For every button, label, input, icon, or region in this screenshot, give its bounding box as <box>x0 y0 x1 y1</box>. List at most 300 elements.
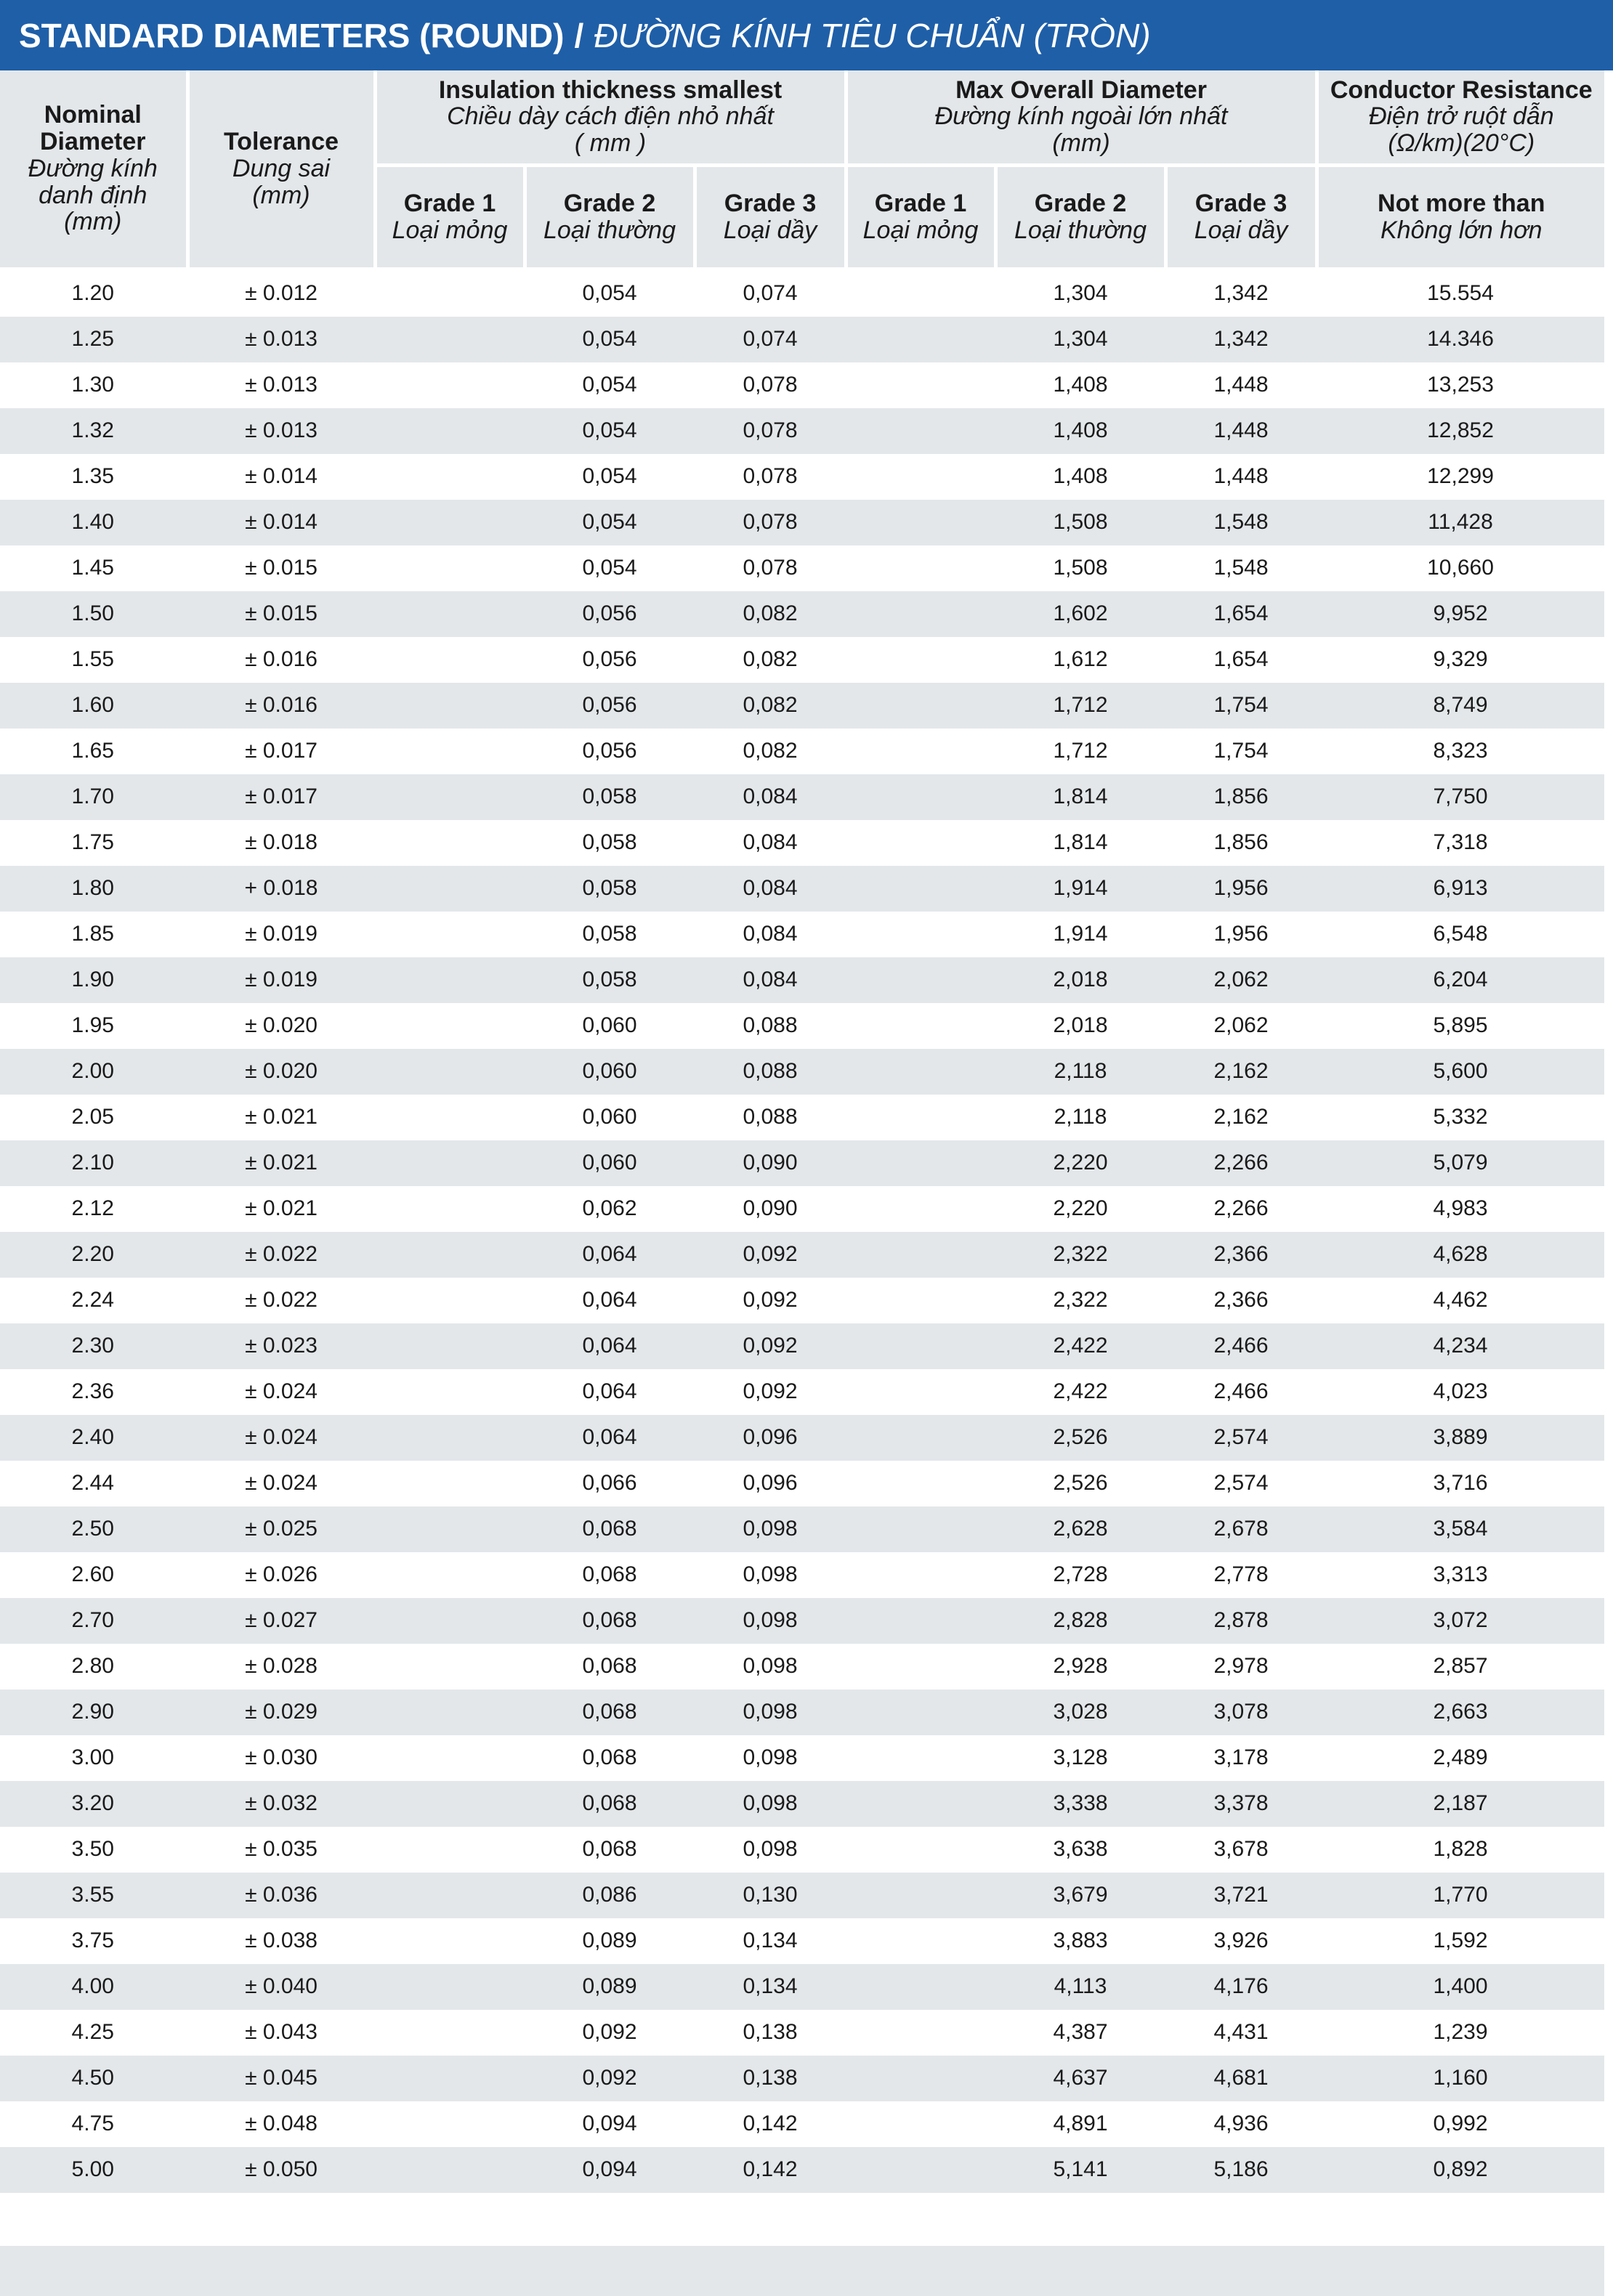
cell-overall-grade-1 <box>846 1186 995 1232</box>
cell-conductor-resistance: 7,750 <box>1317 774 1604 820</box>
cell-overall-grade-2: 2,118 <box>995 1049 1165 1095</box>
cell-overall-grade-1 <box>846 1461 995 1506</box>
blank-row <box>0 2193 1604 2236</box>
cell-nominal-diameter: 5.00 <box>0 2147 187 2193</box>
cell-nominal-diameter: 1.75 <box>71 830 114 854</box>
cell-overall-grade-3: 1,956 <box>1213 922 1269 946</box>
cell-overall-grade-3: 3,926 <box>1213 1928 1269 1952</box>
cell-insulation-grade-2: 0,068 <box>582 1837 637 1861</box>
cell-overall-grade-3: 3,078 <box>1165 1689 1317 1735</box>
header-conductor-resistance: Conductor Resistance Điện trở ruột dẫn (Ω/km)(20°C) <box>1317 70 1604 165</box>
cell-overall-grade-1 <box>846 1095 995 1140</box>
header-insulation-grade-1: Grade 1 Loại mỏng <box>375 165 525 269</box>
cell-nominal-diameter: 2.40 <box>0 1415 187 1461</box>
cell-conductor-resistance: 4,983 <box>1433 1196 1488 1220</box>
cell-overall-grade-3: 1,448 <box>1213 464 1269 488</box>
cell-insulation-grade-2: 0,054 <box>582 281 637 305</box>
cell-overall-grade-1 <box>846 912 995 957</box>
cell-nominal-diameter: 2.36 <box>71 1379 114 1403</box>
cell-tolerance: ± 0.014 <box>187 500 375 545</box>
cell-overall-grade-2: 2,322 <box>995 1232 1165 1278</box>
cell-insulation-grade-3: 0,078 <box>743 464 798 488</box>
cell-nominal-diameter: 2.24 <box>71 1288 114 1312</box>
cell-insulation-grade-1 <box>375 317 525 362</box>
cell-nominal-diameter: 2.70 <box>0 1598 187 1644</box>
cell-insulation-grade-3: 0,082 <box>743 739 798 763</box>
table-row <box>0 1644 1604 1689</box>
cell-nominal-diameter: 2.80 <box>71 1654 114 1678</box>
cell-overall-grade-3: 1,754 <box>1213 739 1269 763</box>
cell-overall-grade-2: 1,508 <box>1053 556 1108 580</box>
cell-conductor-resistance: 4,628 <box>1317 1232 1604 1278</box>
cell-overall-grade-3: 2,878 <box>1165 1598 1317 1644</box>
cell-overall-grade-3: 2,266 <box>1213 1196 1269 1220</box>
cell-overall-grade-3: 1,342 <box>1213 281 1269 305</box>
cell-conductor-resistance: 8,323 <box>1433 739 1488 763</box>
table-row <box>0 2010 1604 2056</box>
cell-insulation-grade-2: 0,060 <box>582 1105 637 1129</box>
cell-tolerance: ± 0.025 <box>187 1506 375 1552</box>
cell-insulation-grade-3: 0,078 <box>695 500 846 545</box>
cell-nominal-diameter: 4.25 <box>71 2020 114 2044</box>
cell-conductor-resistance: 9,952 <box>1317 591 1604 637</box>
cell-overall-grade-3: 5,186 <box>1165 2147 1317 2193</box>
cell-insulation-grade-1 <box>375 729 525 774</box>
table-row <box>0 683 1604 729</box>
table-row <box>0 1461 1604 1506</box>
cell-conductor-resistance: 2,187 <box>1317 1781 1604 1827</box>
cell-insulation-grade-1 <box>375 1049 525 1095</box>
cell-conductor-resistance: 6,913 <box>1317 866 1604 912</box>
cell-nominal-diameter: 1.45 <box>71 556 114 580</box>
cell-tolerance: ± 0.021 <box>245 1105 318 1129</box>
cell-overall-grade-3: 2,366 <box>1213 1288 1269 1312</box>
cell-overall-grade-1 <box>846 957 995 1003</box>
cell-overall-grade-2: 3,883 <box>1053 1928 1108 1952</box>
cell-tolerance: ± 0.028 <box>245 1654 318 1678</box>
table-row <box>0 1964 1604 2010</box>
cell-insulation-grade-2: 0,092 <box>525 2056 695 2101</box>
cell-tolerance: ± 0.019 <box>187 957 375 1003</box>
cell-insulation-grade-1 <box>375 454 525 500</box>
cell-overall-grade-3: 1,856 <box>1213 830 1269 854</box>
cell-overall-grade-2: 3,028 <box>995 1689 1165 1735</box>
cell-nominal-diameter: 1.50 <box>0 591 187 637</box>
cell-insulation-grade-1 <box>375 1095 525 1140</box>
table-row <box>0 454 1604 500</box>
header-overall-grade-3: Grade 3 Loại dầy <box>1165 165 1317 269</box>
table-row <box>0 1918 1604 1964</box>
cell-overall-grade-1 <box>846 1644 995 1689</box>
table-row <box>0 317 1604 362</box>
cell-nominal-diameter: 1.35 <box>71 464 114 488</box>
cell-insulation-grade-1 <box>375 2056 525 2101</box>
header-tolerance: Tolerance Dung sai (mm) <box>187 70 375 269</box>
cell-insulation-grade-3: 0,134 <box>743 1928 798 1952</box>
cell-insulation-grade-2: 0,086 <box>525 1873 695 1918</box>
cell-insulation-grade-1 <box>375 1415 525 1461</box>
cell-insulation-grade-1 <box>375 957 525 1003</box>
cell-tolerance: ± 0.040 <box>187 1964 375 2010</box>
cell-insulation-grade-3: 0,096 <box>695 1415 846 1461</box>
cell-insulation-grade-1 <box>375 912 525 957</box>
cell-conductor-resistance: 6,204 <box>1317 957 1604 1003</box>
cell-overall-grade-1 <box>846 774 995 820</box>
cell-overall-grade-3: 2,062 <box>1165 957 1317 1003</box>
header-not-more-than: Not more than Không lớn hơn <box>1317 165 1604 269</box>
cell-overall-grade-1 <box>846 2056 995 2101</box>
cell-insulation-grade-3: 0,098 <box>743 1562 798 1586</box>
table-row <box>0 1415 1604 1461</box>
cell-insulation-grade-1 <box>375 2101 525 2147</box>
cell-insulation-grade-3: 0,084 <box>695 866 846 912</box>
cell-insulation-grade-2: 0,064 <box>582 1288 637 1312</box>
cell-insulation-grade-2: 0,066 <box>582 1471 637 1495</box>
cell-insulation-grade-3: 0,098 <box>695 1689 846 1735</box>
cell-insulation-grade-2: 0,064 <box>582 1379 637 1403</box>
cell-insulation-grade-2: 0,068 <box>525 1598 695 1644</box>
cell-overall-grade-2: 1,408 <box>995 408 1165 454</box>
cell-conductor-resistance: 1,160 <box>1317 2056 1604 2101</box>
cell-insulation-grade-1 <box>375 1735 525 1781</box>
cell-overall-grade-3: 2,778 <box>1213 1562 1269 1586</box>
cell-tolerance: ± 0.029 <box>187 1689 375 1735</box>
cell-insulation-grade-3: 0,098 <box>743 1745 798 1769</box>
cell-tolerance: ± 0.036 <box>187 1873 375 1918</box>
cell-tolerance: ± 0.019 <box>245 922 318 946</box>
cell-insulation-grade-3: 0,090 <box>695 1140 846 1186</box>
cell-insulation-grade-2: 0,068 <box>525 1506 695 1552</box>
cell-overall-grade-3: 2,162 <box>1213 1105 1269 1129</box>
cell-insulation-grade-3: 0,084 <box>695 774 846 820</box>
cell-overall-grade-3: 4,936 <box>1213 2112 1269 2135</box>
table-row <box>0 1049 1604 1095</box>
cell-tolerance: ± 0.027 <box>187 1598 375 1644</box>
cell-insulation-grade-2: 0,058 <box>525 866 695 912</box>
cell-overall-grade-3: 3,678 <box>1213 1837 1269 1861</box>
table-row <box>0 1278 1604 1323</box>
cell-overall-grade-2: 3,638 <box>1053 1837 1108 1861</box>
cell-overall-grade-3: 4,176 <box>1165 1964 1317 2010</box>
cell-tolerance: ± 0.023 <box>187 1323 375 1369</box>
cell-overall-grade-1 <box>846 1598 995 1644</box>
cell-tolerance: ± 0.038 <box>245 1928 318 1952</box>
cell-overall-grade-2: 2,422 <box>1053 1379 1108 1403</box>
cell-overall-grade-2: 2,928 <box>1053 1654 1108 1678</box>
cell-insulation-grade-1 <box>375 820 525 866</box>
cell-overall-grade-1 <box>846 2010 995 2056</box>
cell-insulation-grade-2: 0,092 <box>582 2020 637 2044</box>
cell-overall-grade-2: 4,387 <box>1053 2020 1108 2044</box>
cell-overall-grade-1 <box>846 500 995 545</box>
cell-conductor-resistance: 3,313 <box>1433 1562 1488 1586</box>
cell-insulation-grade-3: 0,078 <box>695 408 846 454</box>
cell-overall-grade-2: 1,304 <box>1053 281 1108 305</box>
table-row <box>0 957 1604 1003</box>
cell-conductor-resistance: 3,716 <box>1433 1471 1488 1495</box>
cell-conductor-resistance: 2,663 <box>1317 1689 1604 1735</box>
cell-insulation-grade-2: 0,089 <box>582 1928 637 1952</box>
cell-overall-grade-3: 1,654 <box>1165 591 1317 637</box>
cell-conductor-resistance: 5,332 <box>1433 1105 1488 1129</box>
header-overall-grade-1: Grade 1 Loại mỏng <box>846 165 995 269</box>
cell-overall-grade-3: 1,548 <box>1213 556 1269 580</box>
cell-insulation-grade-3: 0,088 <box>695 1049 846 1095</box>
cell-nominal-diameter: 1.80 <box>0 866 187 912</box>
cell-conductor-resistance: 0,992 <box>1433 2112 1488 2135</box>
cell-overall-grade-2: 1,304 <box>995 317 1165 362</box>
cell-conductor-resistance: 12,852 <box>1317 408 1604 454</box>
cell-insulation-grade-1 <box>375 1140 525 1186</box>
table-row <box>0 545 1604 591</box>
cell-nominal-diameter: 3.75 <box>71 1928 114 1952</box>
cell-tolerance: ± 0.015 <box>187 591 375 637</box>
cell-tolerance: ± 0.026 <box>245 1562 318 1586</box>
cell-overall-grade-1 <box>846 408 995 454</box>
cell-insulation-grade-3: 0,090 <box>743 1196 798 1220</box>
cell-conductor-resistance: 5,079 <box>1317 1140 1604 1186</box>
cell-nominal-diameter: 1.40 <box>0 500 187 545</box>
cell-overall-grade-3: 2,062 <box>1213 1013 1269 1037</box>
cell-overall-grade-2: 1,712 <box>1053 739 1108 763</box>
cell-overall-grade-1 <box>846 1232 995 1278</box>
table-row <box>0 820 1604 866</box>
cell-overall-grade-2: 1,508 <box>995 500 1165 545</box>
table-row <box>0 500 1604 545</box>
title-bar <box>0 0 1613 70</box>
cell-overall-grade-2: 2,118 <box>1054 1105 1107 1129</box>
cell-overall-grade-2: 2,526 <box>995 1415 1165 1461</box>
cell-overall-grade-3: 2,466 <box>1213 1379 1269 1403</box>
cell-overall-grade-1 <box>846 1369 995 1415</box>
cell-insulation-grade-3: 0,092 <box>743 1379 798 1403</box>
cell-overall-grade-1 <box>846 1278 995 1323</box>
cell-overall-grade-2: 2,728 <box>1053 1562 1108 1586</box>
cell-insulation-grade-1 <box>375 1827 525 1873</box>
table-row <box>0 2056 1604 2101</box>
cell-tolerance: ± 0.012 <box>245 281 318 305</box>
table-row <box>0 1186 1604 1232</box>
table-row <box>0 1827 1604 1873</box>
cell-conductor-resistance: 1,770 <box>1317 1873 1604 1918</box>
cell-tolerance: ± 0.014 <box>245 464 318 488</box>
cell-conductor-resistance: 11,428 <box>1317 500 1604 545</box>
cell-insulation-grade-1 <box>375 1781 525 1827</box>
cell-nominal-diameter: 4.50 <box>0 2056 187 2101</box>
cell-nominal-diameter: 1.30 <box>71 373 114 397</box>
footer-band <box>0 2246 1604 2296</box>
cell-insulation-grade-3: 0,142 <box>695 2147 846 2193</box>
cell-overall-grade-2: 1,408 <box>1053 464 1108 488</box>
cell-insulation-grade-1 <box>375 1598 525 1644</box>
cell-tolerance: ± 0.021 <box>245 1196 318 1220</box>
cell-insulation-grade-2: 0,062 <box>582 1196 637 1220</box>
cell-overall-grade-2: 1,814 <box>1053 830 1108 854</box>
cell-overall-grade-3: 2,366 <box>1165 1232 1317 1278</box>
cell-tolerance: + 0.018 <box>187 866 375 912</box>
cell-insulation-grade-1 <box>375 362 525 408</box>
cell-insulation-grade-3: 0,098 <box>695 1506 846 1552</box>
cell-conductor-resistance: 10,660 <box>1427 556 1494 580</box>
cell-insulation-grade-3: 0,098 <box>695 1598 846 1644</box>
cell-tolerance: ± 0.016 <box>245 647 318 671</box>
header-insulation-grade-2: Grade 2 Loại thường <box>525 165 695 269</box>
cell-overall-grade-1 <box>846 1003 995 1049</box>
cell-insulation-grade-3: 0,074 <box>743 281 798 305</box>
cell-insulation-grade-3: 0,098 <box>743 1837 798 1861</box>
cell-overall-grade-1 <box>846 1735 995 1781</box>
cell-overall-grade-1 <box>846 2147 995 2193</box>
cell-overall-grade-2: 1,914 <box>995 866 1165 912</box>
cell-overall-grade-3: 1,548 <box>1165 500 1317 545</box>
table-row <box>0 1232 1604 1278</box>
cell-insulation-grade-1 <box>375 408 525 454</box>
cell-overall-grade-1 <box>846 1873 995 1918</box>
cell-overall-grade-3: 4,681 <box>1165 2056 1317 2101</box>
cell-tolerance: ± 0.022 <box>245 1288 318 1312</box>
cell-nominal-diameter: 1.20 <box>71 281 114 305</box>
cell-overall-grade-1 <box>846 1415 995 1461</box>
cell-tolerance: ± 0.024 <box>245 1471 318 1495</box>
table-row <box>0 591 1604 637</box>
cell-conductor-resistance: 6,548 <box>1433 922 1488 946</box>
cell-insulation-grade-2: 0,056 <box>582 739 637 763</box>
cell-insulation-grade-3: 0,074 <box>695 317 846 362</box>
table-row <box>0 408 1604 454</box>
cell-insulation-grade-3: 0,078 <box>743 556 798 580</box>
cell-conductor-resistance: 9,329 <box>1433 647 1488 671</box>
cell-insulation-grade-2: 0,064 <box>525 1323 695 1369</box>
table-body <box>0 269 1604 2236</box>
cell-insulation-grade-2: 0,058 <box>582 922 637 946</box>
cell-insulation-grade-1 <box>375 1873 525 1918</box>
cell-overall-grade-3: 3,721 <box>1165 1873 1317 1918</box>
cell-nominal-diameter: 3.20 <box>0 1781 187 1827</box>
cell-overall-grade-3: 4,431 <box>1213 2020 1269 2044</box>
cell-insulation-grade-1 <box>375 1461 525 1506</box>
table-row <box>0 1323 1604 1369</box>
table-row <box>0 1598 1604 1644</box>
header-nominal-diameter: Nominal Diameter Đường kính danh định (mm) <box>0 70 187 269</box>
cell-tolerance: ± 0.050 <box>187 2147 375 2193</box>
cell-insulation-grade-3: 0,138 <box>695 2056 846 2101</box>
cell-insulation-grade-1 <box>375 545 525 591</box>
cell-conductor-resistance: 7,318 <box>1433 830 1488 854</box>
cell-insulation-grade-2: 0,056 <box>525 591 695 637</box>
cell-nominal-diameter: 2.90 <box>0 1689 187 1735</box>
cell-tolerance: ± 0.015 <box>245 556 318 580</box>
cell-tolerance: ± 0.017 <box>245 739 318 763</box>
cell-insulation-grade-1 <box>375 1323 525 1369</box>
cell-conductor-resistance: 1,592 <box>1433 1928 1488 1952</box>
cell-insulation-grade-2: 0,068 <box>582 1562 637 1586</box>
cell-insulation-grade-3: 0,088 <box>743 1105 798 1129</box>
cell-overall-grade-3: 1,956 <box>1165 866 1317 912</box>
cell-insulation-grade-2: 0,054 <box>582 373 637 397</box>
cell-insulation-grade-3: 0,130 <box>695 1873 846 1918</box>
cell-conductor-resistance: 12,299 <box>1427 464 1494 488</box>
cell-overall-grade-3: 3,378 <box>1165 1781 1317 1827</box>
cell-insulation-grade-1 <box>375 1003 525 1049</box>
cell-insulation-grade-3: 0,084 <box>743 922 798 946</box>
cell-overall-grade-2: 4,637 <box>995 2056 1165 2101</box>
cell-overall-grade-2: 3,338 <box>995 1781 1165 1827</box>
cell-nominal-diameter: 2.60 <box>71 1562 114 1586</box>
cell-overall-grade-2: 1,408 <box>1053 373 1108 397</box>
cell-tolerance: ± 0.030 <box>245 1745 318 1769</box>
cell-insulation-grade-3: 0,096 <box>743 1471 798 1495</box>
table-row <box>0 774 1604 820</box>
cell-insulation-grade-1 <box>375 1552 525 1598</box>
cell-overall-grade-2: 1,712 <box>995 683 1165 729</box>
cell-tolerance: ± 0.032 <box>187 1781 375 1827</box>
cell-insulation-grade-2: 0,056 <box>582 647 637 671</box>
cell-tolerance: ± 0.043 <box>245 2020 318 2044</box>
cell-tolerance: ± 0.045 <box>187 2056 375 2101</box>
cell-overall-grade-3: 1,342 <box>1165 317 1317 362</box>
table-row <box>0 1781 1604 1827</box>
cell-insulation-grade-3: 0,142 <box>743 2112 798 2135</box>
cell-insulation-grade-2: 0,058 <box>525 957 695 1003</box>
cell-overall-grade-2: 3,679 <box>995 1873 1165 1918</box>
cell-overall-grade-1 <box>846 637 995 683</box>
cell-tolerance: ± 0.016 <box>187 683 375 729</box>
table-row <box>0 1735 1604 1781</box>
cell-insulation-grade-2: 0,064 <box>525 1232 695 1278</box>
cell-conductor-resistance: 8,749 <box>1317 683 1604 729</box>
cell-nominal-diameter: 2.12 <box>71 1196 114 1220</box>
cell-overall-grade-3: 1,654 <box>1213 647 1269 671</box>
header-max-overall-diameter: Max Overall Diameter Đường kính ngoài lớn nhất (mm) <box>846 70 1317 165</box>
cell-insulation-grade-3: 0,092 <box>695 1232 846 1278</box>
cell-conductor-resistance: 3,889 <box>1317 1415 1604 1461</box>
cell-insulation-grade-3: 0,082 <box>695 591 846 637</box>
cell-overall-grade-1 <box>846 1781 995 1827</box>
cell-tolerance: ± 0.020 <box>245 1013 318 1037</box>
cell-conductor-resistance: 2,489 <box>1433 1745 1488 1769</box>
cell-insulation-grade-2: 0,054 <box>525 408 695 454</box>
cell-overall-grade-1 <box>846 1506 995 1552</box>
cell-conductor-resistance: 15.554 <box>1427 281 1494 305</box>
cell-insulation-grade-1 <box>375 1964 525 2010</box>
cell-overall-grade-1 <box>846 820 995 866</box>
cell-conductor-resistance: 13,253 <box>1427 373 1494 397</box>
cell-tolerance: ± 0.017 <box>187 774 375 820</box>
cell-conductor-resistance: 0,892 <box>1317 2147 1604 2193</box>
cell-insulation-grade-2: 0,060 <box>525 1049 695 1095</box>
cell-conductor-resistance: 14.346 <box>1317 317 1604 362</box>
table-row <box>0 1003 1604 1049</box>
cell-overall-grade-2: 2,018 <box>1053 1013 1108 1037</box>
cell-nominal-diameter: 1.70 <box>0 774 187 820</box>
cell-tolerance: ± 0.013 <box>245 373 318 397</box>
cell-insulation-grade-2: 0,054 <box>582 556 637 580</box>
cell-insulation-grade-1 <box>375 1918 525 1964</box>
cell-conductor-resistance: 1,239 <box>1433 2020 1488 2044</box>
cell-overall-grade-3: 2,574 <box>1213 1471 1269 1495</box>
cell-insulation-grade-2: 0,068 <box>582 1654 637 1678</box>
cell-overall-grade-1 <box>846 1689 995 1735</box>
cell-insulation-grade-1 <box>375 683 525 729</box>
cell-conductor-resistance: 4,462 <box>1433 1288 1488 1312</box>
cell-nominal-diameter: 3.50 <box>71 1837 114 1861</box>
cell-overall-grade-2: 2,322 <box>1053 1288 1108 1312</box>
table-row <box>0 1873 1604 1918</box>
cell-insulation-grade-3: 0,098 <box>695 1781 846 1827</box>
cell-overall-grade-3: 2,678 <box>1165 1506 1317 1552</box>
cell-overall-grade-1 <box>846 317 995 362</box>
cell-nominal-diameter: 1.60 <box>0 683 187 729</box>
